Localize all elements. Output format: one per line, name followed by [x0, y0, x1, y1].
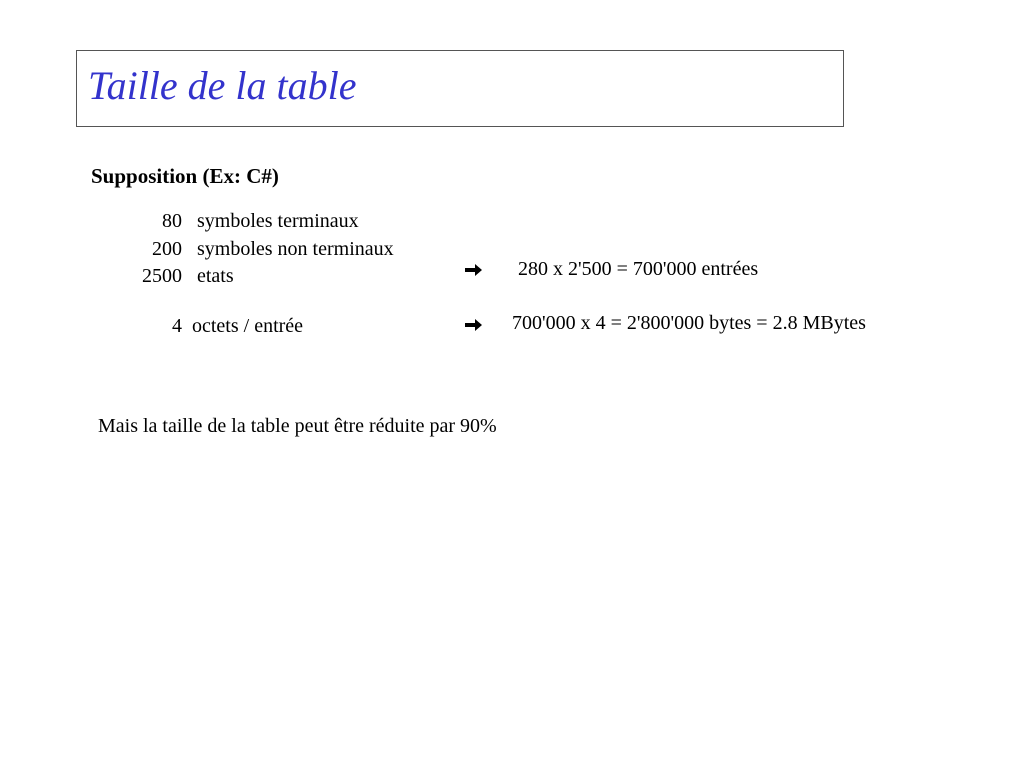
right-arrow-icon	[465, 318, 483, 332]
entries-result: 280 x 2'500 = 700'000 entrées	[518, 258, 759, 280]
assumption-row	[0, 209, 500, 233]
assumption-label: symboles terminaux	[197, 210, 359, 232]
bytes-label: octets / entrée	[192, 315, 304, 337]
bytes-row	[0, 314, 500, 338]
assumption-label: symboles non terminaux	[197, 238, 394, 260]
assumption-row	[0, 264, 500, 288]
title-box	[76, 50, 844, 127]
right-arrow-icon	[465, 263, 483, 277]
bytes-number: 4	[172, 315, 182, 337]
assumption-row	[0, 237, 500, 261]
subtitle: Supposition (Ex: C#)	[91, 164, 279, 188]
slide-title: Taille de la table	[88, 63, 357, 108]
size-result: 700'000 x 4 = 2'800'000 bytes = 2.8 MBytes	[512, 312, 866, 334]
assumption-number: 80	[162, 210, 182, 232]
assumption-number: 2500	[142, 265, 182, 287]
assumption-number: 200	[152, 238, 182, 260]
assumption-label: etats	[197, 265, 234, 287]
reduction-note: Mais la taille de la table peut être réduite par 90%	[98, 415, 497, 437]
